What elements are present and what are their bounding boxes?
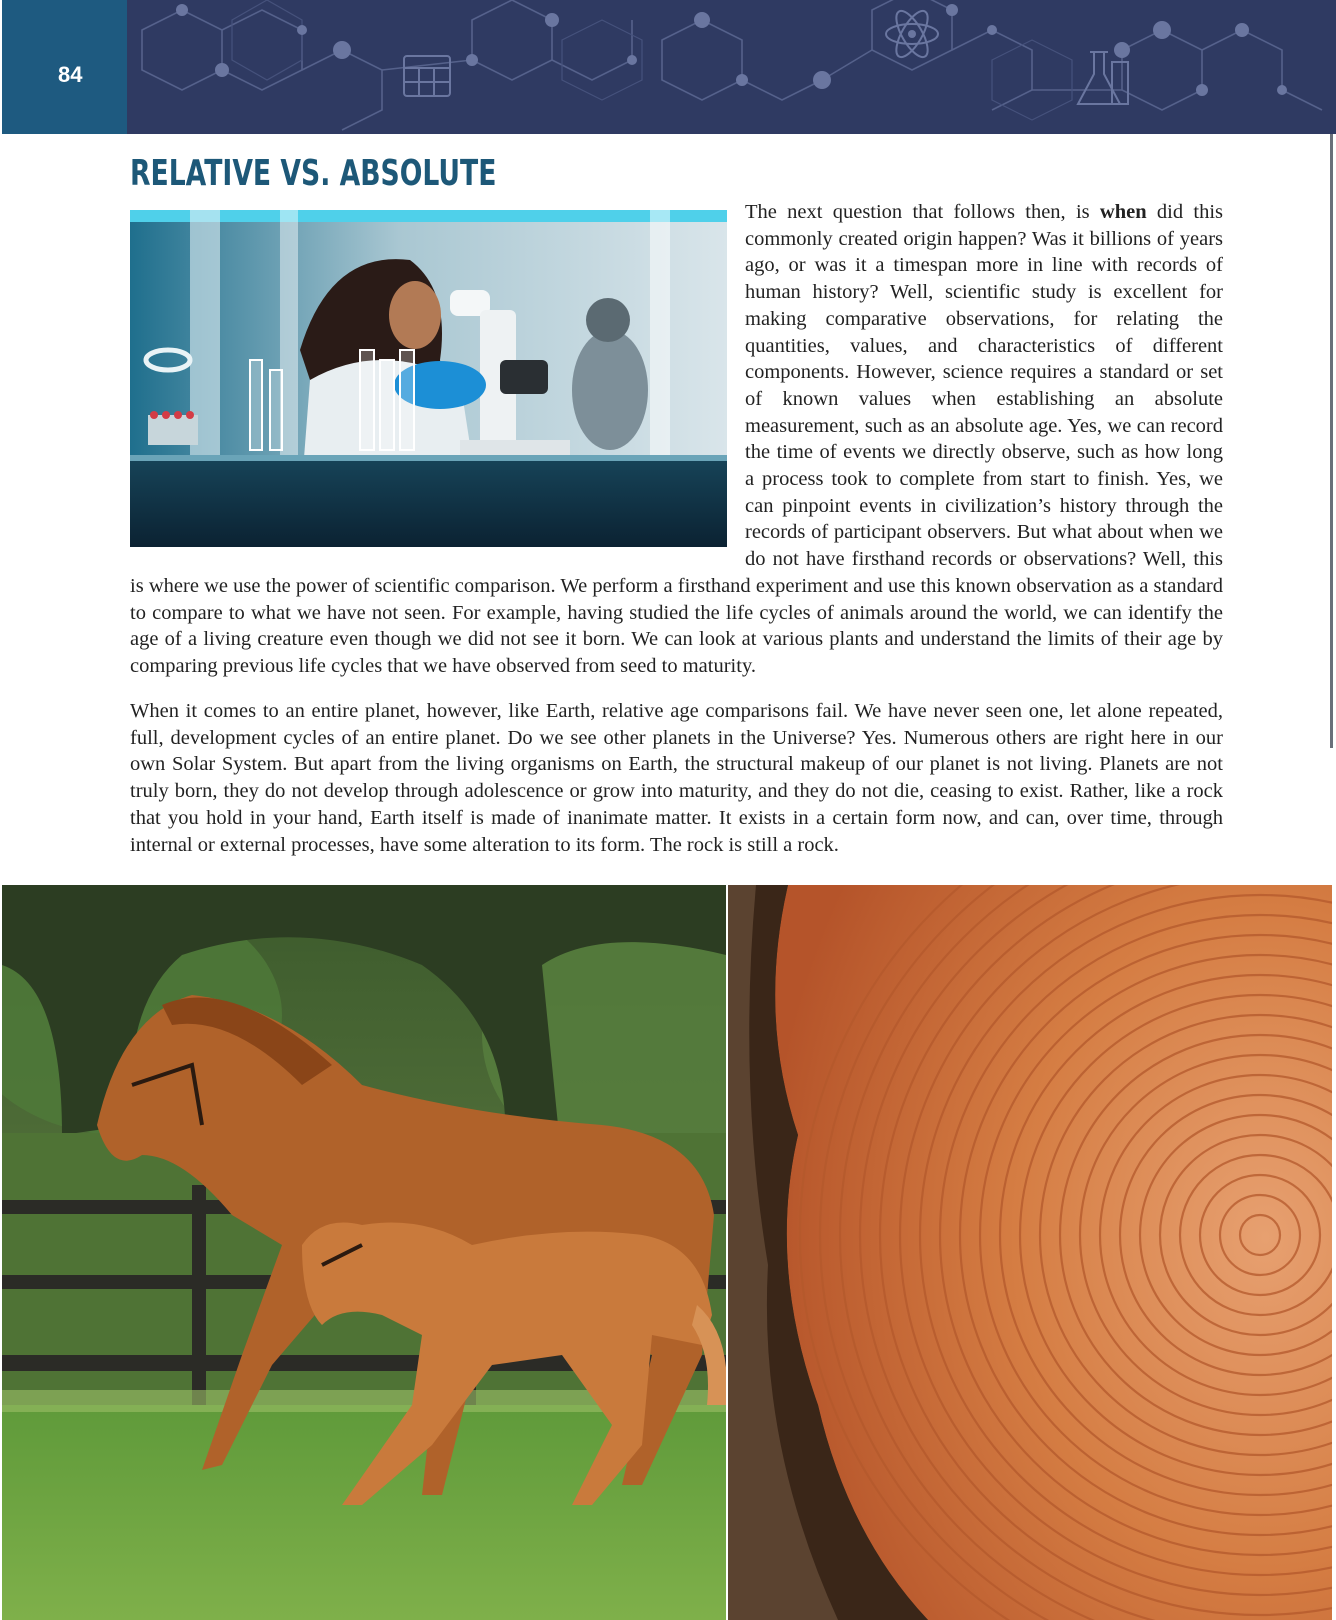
- right-margin-rule: [1330, 134, 1333, 748]
- mare-and-foal-photo: [2, 885, 726, 1620]
- paragraph-2: When it comes to an entire planet, however, like Earth, relative age comparisons fail. We have never seen one, let alone repeated, full, development cycles of an entire planet. Do we see other planets in the Universe? Yes. Numerous others are right here in our own Solar System. But apart from the living organisms on Earth, the structural makeup of our planet is not living. Planets are not truly born, they do not develop through adolescence or grow into maturity, and they do not die, ceasing to exist. Rather, like a rock that you hold in your hand, Earth itself is made of inanimate matter. It exists in a certain form now, and can, over time, through internal or external processes, have some alteration to its form. The rock is still a rock.: [130, 700, 1223, 856]
- tree-rings-photo: [728, 885, 1332, 1620]
- paragraph-1: The next question that follows then, is when did this commonly created origin happen? Was it billions of years ago, or was it a timespan more in line with records of human history? Well, scientific study is excellent for making comparative observations, for relating the quantities, values, and characteristics of different components. However, science requires a standard or set of known values when establishing an absolute measurement, such as an absolute age. Yes, we can record the time of events we directly observe, such as how long a process took to complete from start to finish. Yes, we can pinpoint events in civilization’s history through the records of participant observers. But what about when we do not have firsthand records or observations? Well, this is where we use the power of scientific comparison. We perform a firsthand experiment and use this known observation as a standard to compare to what we have not seen. For example, having studied the life cycles of animals around the world, we can identify the age of a living creature even though we did not see it born. We can look at various plants and understand the limits of their age by comparing previous life cycles that we have observed from seed to maturity.: [130, 201, 1223, 677]
- emphasis-when: when: [1099, 201, 1147, 223]
- lab-scientist-microscope-photo: [130, 210, 727, 547]
- molecule-pattern-background: [2, 0, 1336, 134]
- page-number-tab: [2, 0, 127, 134]
- section-title: RELATIVE VS. ABSOLUTE: [130, 153, 497, 194]
- page-header: [2, 0, 1336, 134]
- page-number: 84: [58, 62, 83, 87]
